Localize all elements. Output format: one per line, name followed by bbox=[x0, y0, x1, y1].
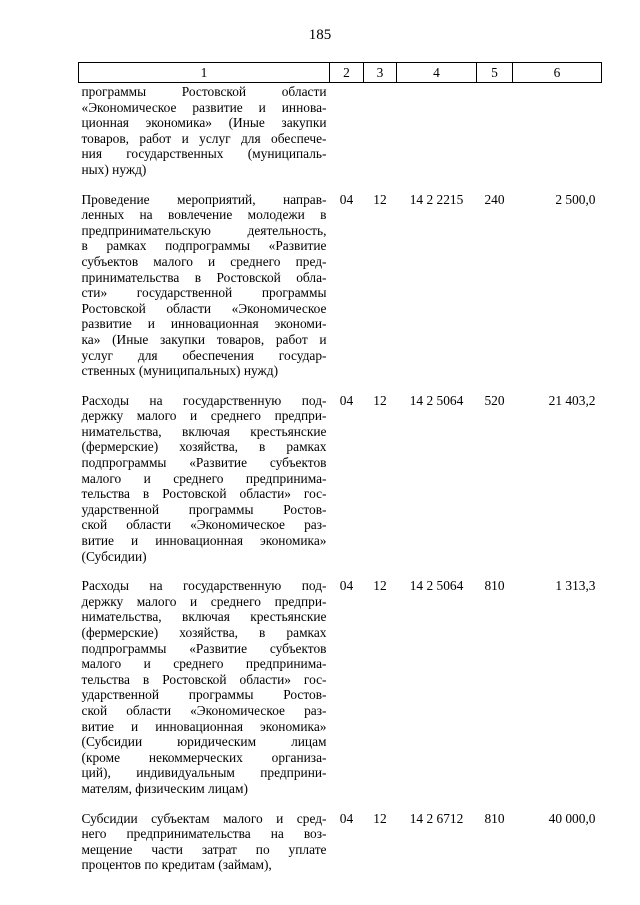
amount-value: 21 403,2 bbox=[548, 392, 596, 408]
section-code: 04 bbox=[339, 191, 354, 207]
description-line: Субсидии субъектам малого и сред- bbox=[81, 810, 327, 826]
table-row bbox=[79, 570, 602, 802]
description-line: ций), индивидуальным предприни- bbox=[81, 765, 327, 781]
description-line: ственных (муниципальных) нужд) bbox=[81, 363, 279, 379]
section-code: 04 bbox=[339, 392, 354, 408]
column-header: 3 bbox=[364, 63, 397, 83]
description-line: ка» (Иные закупки товаров, работ и bbox=[81, 331, 327, 347]
table-header bbox=[79, 63, 602, 83]
column-header: 1 bbox=[79, 63, 330, 83]
description-line: ской области «Экономическое раз- bbox=[81, 702, 327, 718]
description-line: процентов по кредитам (займам), bbox=[81, 857, 272, 873]
description-line: тельства в Ростовской области» гос- bbox=[81, 671, 327, 687]
description-line: нимательства, включая крестьянские bbox=[81, 423, 327, 439]
column-header: 2 bbox=[330, 63, 364, 83]
description-line: ных) нужд) bbox=[81, 161, 147, 177]
expense-type-code: 240 bbox=[484, 191, 505, 207]
subsection-code: 12 bbox=[373, 392, 387, 408]
description-line: держку малого и среднего предпри- bbox=[81, 593, 327, 609]
description-line: ционная экономика» (Иные закупки bbox=[81, 115, 327, 131]
description-line: (Субсидии юридическим лицам bbox=[81, 734, 327, 750]
description-line: Ростовской области «Экономическое bbox=[81, 300, 327, 316]
description-line: ской области «Экономическое раз- bbox=[81, 517, 327, 533]
column-header: 4 bbox=[397, 63, 477, 83]
description-line: мещение части затрат по уплате bbox=[81, 841, 327, 857]
description-line: мателям, физическим лицам) bbox=[81, 780, 248, 796]
table-body bbox=[79, 83, 602, 879]
description-line: предпринимательскую деятельность, bbox=[81, 222, 327, 238]
target-article-code: 14 2 5064 bbox=[409, 392, 464, 408]
description-line: витие и инновационная экономика» bbox=[81, 718, 327, 734]
description-line: ленных на вовлечение молодежи в bbox=[81, 207, 327, 223]
description-line: Расходы на государственную под- bbox=[81, 578, 327, 594]
table-row bbox=[79, 184, 602, 385]
description-line: «Экономическое развитие и иннова- bbox=[81, 99, 327, 115]
budget-table bbox=[78, 62, 602, 879]
table-row bbox=[79, 803, 602, 879]
description-line: (фермерские) хозяйства, в рамках bbox=[81, 625, 327, 640]
description-line: него предпринимательства на воз- bbox=[81, 826, 327, 842]
description-line: ния государственных (муниципаль- bbox=[81, 146, 327, 162]
column-header: 6 bbox=[513, 63, 602, 83]
description-line: подпрограммы «Развитие субъектов bbox=[81, 640, 327, 656]
description-line: (фермерские) хозяйства, в рамках bbox=[81, 439, 327, 455]
table-row bbox=[79, 83, 602, 184]
description-line: витие и инновационная экономика» bbox=[81, 533, 327, 549]
target-article-code: 14 2 2215 bbox=[409, 191, 464, 207]
section-code: 04 bbox=[339, 810, 354, 826]
description-line: в рамках подпрограммы «Развитие bbox=[81, 238, 327, 254]
expense-type-code bbox=[477, 83, 513, 184]
description-line: товаров, работ и услуг для обеспече- bbox=[81, 130, 327, 146]
description-line: услуг для обеспечения государ- bbox=[81, 347, 327, 363]
subsection-code bbox=[364, 83, 397, 184]
target-article-code: 14 2 5064 bbox=[409, 578, 464, 594]
description-line: ударственной программы Ростов- bbox=[81, 687, 327, 703]
description-line: субъектов малого и среднего пред- bbox=[81, 253, 327, 269]
section-code: 04 bbox=[339, 578, 354, 594]
description-line: развитие и инновационная экономи- bbox=[81, 316, 327, 332]
amount-value: 2 500,0 bbox=[555, 191, 596, 207]
description-line: (кроме некоммерческих организа- bbox=[81, 749, 327, 765]
expense-type-code: 810 bbox=[484, 578, 505, 594]
description-line: Расходы на государственную под- bbox=[81, 392, 327, 408]
amount-value: 1 313,3 bbox=[555, 578, 596, 594]
table-row bbox=[79, 385, 602, 571]
target-article-code bbox=[397, 83, 477, 184]
section-code bbox=[330, 83, 364, 184]
subsection-code: 12 bbox=[373, 578, 387, 594]
description-line: (Субсидии) bbox=[81, 548, 147, 564]
description-line: малого и среднего предпринима- bbox=[81, 470, 327, 486]
amount-value: 40 000,0 bbox=[548, 810, 596, 826]
subsection-code: 12 bbox=[373, 191, 387, 207]
subsection-code: 12 bbox=[373, 810, 387, 826]
description-line: Проведение мероприятий, направ- bbox=[81, 191, 327, 207]
description-line: подпрограммы «Развитие субъектов bbox=[81, 455, 327, 471]
expense-type-code: 520 bbox=[484, 392, 505, 408]
expense-type-code: 810 bbox=[484, 810, 505, 826]
description-line: ударственной программы Ростов- bbox=[81, 501, 327, 517]
row-description bbox=[79, 803, 330, 879]
amount-value bbox=[513, 83, 602, 184]
description-line: малого и среднего предпринима- bbox=[81, 656, 327, 672]
target-article-code: 14 2 6712 bbox=[409, 810, 464, 826]
row-description bbox=[79, 570, 330, 802]
row-description bbox=[79, 385, 330, 571]
description-line: нимательства, включая крестьянские bbox=[81, 609, 327, 625]
description-line: сти» государственной программы bbox=[81, 285, 327, 301]
row-description bbox=[79, 83, 330, 184]
row-description bbox=[79, 184, 330, 385]
description-line: принимательства в Ростовской обла- bbox=[81, 269, 327, 285]
page-number: 185 bbox=[308, 27, 332, 43]
description-line: тельства в Ростовской области» гос- bbox=[81, 486, 327, 502]
column-header: 5 bbox=[477, 63, 513, 83]
description-line: программы Ростовской области bbox=[81, 84, 327, 99]
description-line: держку малого и среднего предпри- bbox=[81, 408, 327, 424]
